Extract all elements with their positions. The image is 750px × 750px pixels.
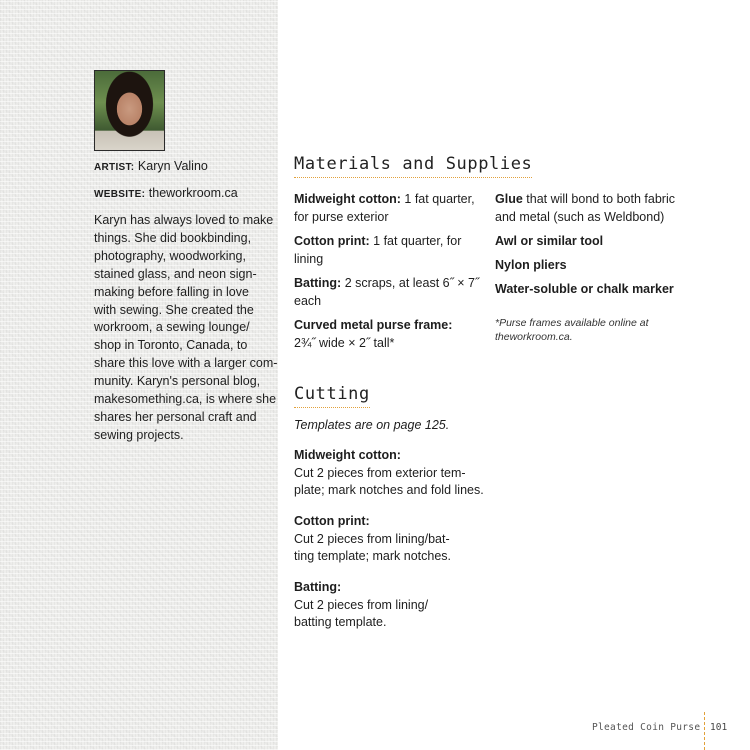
templates-note: Templates are on page 125. <box>294 418 450 432</box>
material-item <box>495 191 675 226</box>
material-item <box>294 275 479 310</box>
artist-line <box>94 158 208 176</box>
bio-line: workroom, a sewing lounge/ <box>94 320 250 335</box>
material-desc: 2 scraps, at least 6˝ × 7˝ <box>341 276 480 290</box>
cutting-desc: plate; mark notches and fold lines. <box>294 483 484 497</box>
material-desc: 1 fat quarter, <box>400 192 475 206</box>
artist-label: ARTIST: <box>94 162 135 173</box>
cutting-name: Batting: <box>294 580 342 594</box>
material-name: Nylon pliers <box>495 258 567 272</box>
page-number: 101 <box>710 722 728 733</box>
bio-line: photography, woodworking, <box>94 248 246 263</box>
cutting-desc: Cut 2 pieces from lining/ <box>294 597 429 612</box>
material-item <box>495 257 567 275</box>
material-desc: for purse exterior <box>294 209 389 224</box>
bio-line: share this love with a larger com- <box>94 356 278 371</box>
material-desc: 2¾˝ wide × 2˝ tall* <box>294 335 395 350</box>
material-desc: each <box>294 293 322 308</box>
cutting-item <box>294 513 451 566</box>
bio-paragraph <box>94 212 278 445</box>
artist-photo <box>94 70 165 151</box>
bio-line: munity. Karyn's personal blog, <box>94 374 261 389</box>
footnote <box>495 317 649 344</box>
footer-divider <box>704 712 705 750</box>
material-desc: lining <box>294 251 324 266</box>
cutting-name: Cotton print: <box>294 514 370 528</box>
material-name: Curved metal purse frame: <box>294 318 453 332</box>
material-item <box>495 233 603 251</box>
material-name: Cotton print: <box>294 234 370 248</box>
bio-line: things. She did bookbinding, <box>94 230 252 245</box>
cutting-desc: Cut 2 pieces from exterior tem- <box>294 465 466 480</box>
material-desc: 1 fat quarter, for <box>369 234 462 248</box>
material-name: Water-soluble or chalk marker <box>495 282 674 296</box>
website-label: WEBSITE: <box>94 189 146 200</box>
cutting-name: Midweight cotton: <box>294 448 401 462</box>
cutting-item <box>294 447 484 500</box>
bio-line: Karyn has always loved to make <box>94 213 274 227</box>
bio-line: shares her personal craft and <box>94 409 257 424</box>
cutting-desc: Cut 2 pieces from lining/bat- <box>294 531 450 546</box>
bio-line: with sewing. She created the <box>94 302 254 317</box>
cutting-desc: ting template; mark notches. <box>294 549 452 563</box>
material-name: Midweight cotton: <box>294 192 401 206</box>
material-item <box>294 191 475 226</box>
material-item <box>495 281 674 299</box>
website-line <box>94 185 238 203</box>
material-item <box>294 317 452 352</box>
cutting-desc: batting template. <box>294 615 387 629</box>
material-name: Glue <box>495 192 523 206</box>
bio-line: makesomething.ca, is where she <box>94 392 277 407</box>
materials-heading: Materials and Supplies <box>294 154 532 178</box>
footnote-line: *Purse frames available online at <box>495 317 649 329</box>
running-footer-title: Pleated Coin Purse <box>592 722 701 733</box>
website-value: theworkroom.ca <box>148 186 238 200</box>
artist-name: Karyn Valino <box>137 159 208 173</box>
bio-line: shop in Toronto, Canada, to <box>94 338 248 353</box>
material-name: Awl or similar tool <box>495 234 604 248</box>
bio-line: sewing projects. <box>94 427 184 442</box>
material-item <box>294 233 461 268</box>
bio-line: stained glass, and neon sign- <box>94 266 257 281</box>
material-desc: and metal (such as Weldbond) <box>495 209 665 224</box>
material-name: Batting: <box>294 276 342 290</box>
cutting-item <box>294 579 428 632</box>
footnote-line: theworkroom.ca. <box>495 330 573 343</box>
cutting-heading: Cutting <box>294 384 370 408</box>
bio-line: making before falling in love <box>94 284 249 299</box>
material-desc: that will bond to both fabric <box>522 192 675 206</box>
